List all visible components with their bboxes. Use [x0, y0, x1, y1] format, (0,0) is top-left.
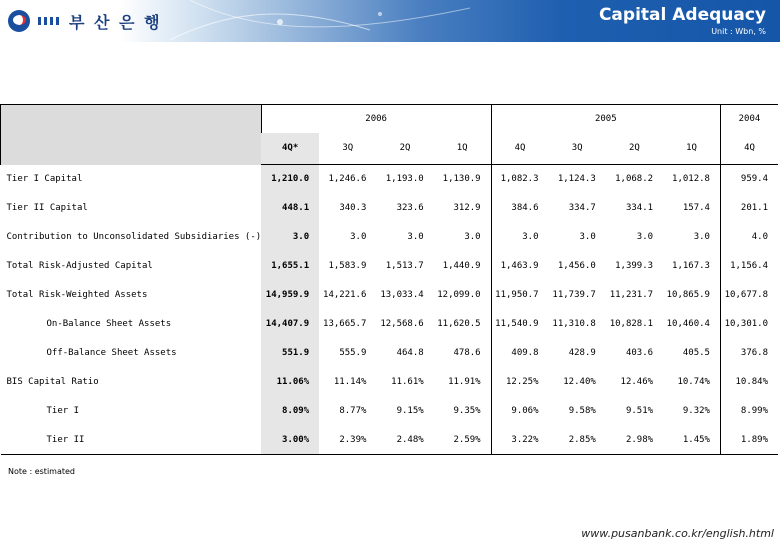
unit-label: Unit : Wbn, %: [711, 27, 766, 36]
row-label: Total Risk-Adjusted Capital: [6, 261, 153, 271]
quarter-header: 1Q: [663, 133, 720, 165]
footer-url: www.pusanbank.co.kr/english.html: [581, 527, 774, 540]
value-cell: 11.14%: [333, 377, 367, 387]
value-cell: 10.84%: [720, 368, 778, 397]
value-cell: 312.9: [453, 203, 481, 213]
header-blank-cell: [1, 105, 262, 165]
value-cell: 340.3: [339, 203, 367, 213]
value-cell: 3.0: [464, 232, 481, 242]
value-cell: 10,460.4: [666, 319, 710, 329]
value-cell: 8.09%: [261, 397, 319, 426]
value-cell: 14,959.9: [261, 281, 319, 310]
value-cell: 2.85%: [549, 426, 606, 455]
value-cell: 11,540.9: [491, 310, 548, 339]
value-cell: 11,231.7: [609, 290, 654, 300]
row-label: Tier II: [1, 426, 262, 455]
value-cell: 3.0: [407, 232, 424, 242]
value-cell: 13,033.4: [380, 290, 424, 300]
value-cell: 3.0: [261, 223, 319, 252]
value-cell: 334.1: [625, 203, 654, 213]
table-row: [1, 397, 779, 426]
value-cell: 12,568.6: [380, 319, 424, 329]
value-cell: 405.5: [682, 348, 710, 358]
value-cell: 12,099.0: [437, 290, 481, 300]
value-cell: 3.0: [491, 223, 548, 252]
value-cell: 1,440.9: [442, 261, 481, 271]
value-cell: 334.7: [568, 203, 596, 213]
value-cell: 3.00%: [261, 426, 319, 455]
row-label: Total Risk-Weighted Assets: [6, 290, 148, 300]
value-cell: 10.74%: [677, 377, 710, 387]
value-cell: 1,068.2: [615, 174, 654, 185]
value-cell: 959.4: [720, 165, 778, 194]
value-cell: 1.45%: [663, 426, 720, 455]
value-cell: 1,124.3: [557, 174, 596, 185]
table-row: [1, 194, 779, 223]
value-cell: 3.0: [350, 232, 367, 242]
value-cell: 323.6: [396, 203, 424, 213]
value-cell: 9.15%: [396, 406, 424, 416]
value-cell: 9.58%: [568, 406, 596, 416]
bank-logo: [8, 9, 162, 33]
row-label: Contribution to Unconsolidated Subsidiaries (-): [6, 232, 262, 242]
row-label: Tier II Capital: [6, 203, 88, 213]
page-title: Capital Adequacy: [598, 5, 766, 25]
value-cell: 12.40%: [563, 377, 596, 387]
year-header-row: [1, 105, 779, 133]
value-cell: 11,739.7: [552, 290, 596, 300]
value-cell: 1,583.9: [328, 261, 367, 271]
quarter-header: 2Q: [376, 133, 433, 165]
capital-adequacy-table: [0, 104, 778, 455]
table-row: [1, 281, 779, 310]
value-cell: 10,828.1: [609, 319, 654, 329]
value-cell: 3.22%: [491, 426, 548, 455]
value-cell: 12.46%: [620, 377, 654, 387]
table-row: [1, 223, 779, 252]
value-cell: 1,210.0: [261, 165, 319, 194]
table-row: [1, 252, 779, 281]
quarter-header: 4Q: [491, 133, 548, 165]
value-cell: 478.6: [453, 348, 481, 358]
table-row: [1, 310, 779, 339]
row-label: Tier I Capital: [6, 174, 83, 184]
value-cell: 12.25%: [491, 368, 548, 397]
quarter-header: 3Q: [549, 133, 606, 165]
bank-name: 부 산 은 행: [69, 12, 162, 32]
value-cell: 11,620.5: [437, 319, 481, 329]
value-cell: 11.91%: [448, 377, 481, 387]
value-cell: 428.9: [568, 348, 596, 358]
value-cell: 11.61%: [391, 377, 424, 387]
value-cell: 3.0: [693, 232, 710, 242]
value-cell: 555.9: [339, 348, 367, 358]
value-cell: 10,301.0: [720, 310, 778, 339]
value-cell: 11,950.7: [491, 281, 548, 310]
value-cell: 14,407.9: [261, 310, 319, 339]
row-label: Tier I: [46, 406, 80, 416]
value-cell: 1,082.3: [491, 165, 548, 194]
value-cell: 4.0: [720, 223, 778, 252]
quarter-header: 3Q: [319, 133, 376, 165]
value-cell: 157.4: [682, 203, 710, 213]
table-row: [1, 165, 779, 194]
quarter-header: 4Q*: [261, 133, 319, 165]
quarter-header: 4Q: [720, 133, 778, 165]
bank-emblem-icon: [8, 10, 30, 32]
year-header: 2006: [261, 105, 491, 133]
value-cell: 376.8: [720, 339, 778, 368]
value-cell: 2.48%: [376, 426, 433, 455]
table-row: [1, 339, 779, 368]
value-cell: 3.0: [579, 232, 596, 242]
value-cell: 10,865.9: [666, 290, 710, 300]
value-cell: 1,130.9: [442, 174, 481, 185]
table-row: [1, 368, 779, 397]
value-cell: 13,665.7: [323, 319, 367, 329]
year-header: 2005: [491, 105, 720, 133]
value-cell: 9.35%: [453, 406, 481, 416]
value-cell: 1,167.3: [672, 261, 710, 271]
value-cell: 1,655.1: [261, 252, 319, 281]
value-cell: 8.99%: [720, 397, 778, 426]
year-header: 2004: [720, 105, 778, 133]
quarter-header: 1Q: [434, 133, 491, 165]
value-cell: 201.1: [720, 194, 778, 223]
row-label: Off-Balance Sheet Assets: [46, 348, 177, 358]
value-cell: 11,310.8: [552, 319, 596, 329]
value-cell: 2.39%: [319, 426, 376, 455]
value-cell: 403.6: [625, 348, 654, 358]
value-cell: 2.98%: [606, 426, 663, 455]
value-cell: 1,456.0: [557, 261, 596, 271]
value-cell: 1.89%: [720, 426, 778, 455]
header-banner: [0, 0, 780, 42]
quarter-header: 2Q: [606, 133, 663, 165]
value-cell: 10,677.8: [720, 281, 778, 310]
value-cell: 1,246.6: [328, 174, 367, 185]
value-cell: 14,221.6: [323, 290, 367, 300]
value-cell: 448.1: [261, 194, 319, 223]
value-cell: 551.9: [261, 339, 319, 368]
value-cell: 1,012.8: [672, 174, 710, 185]
value-cell: 8.77%: [339, 406, 367, 416]
table-row: [1, 426, 779, 455]
value-cell: 1,399.3: [615, 261, 654, 271]
decorative-lines: [170, 0, 470, 42]
value-cell: 2.59%: [434, 426, 491, 455]
row-label: BIS Capital Ratio: [6, 377, 99, 387]
value-cell: 409.8: [491, 339, 548, 368]
footnote: Note : estimated: [8, 467, 75, 476]
value-cell: 464.8: [396, 348, 424, 358]
value-cell: 9.51%: [625, 406, 654, 416]
value-cell: 384.6: [491, 194, 548, 223]
value-cell: 3.0: [636, 232, 654, 242]
value-cell: 1,463.9: [491, 252, 548, 281]
logo-dots-icon: [38, 17, 59, 25]
value-cell: 9.32%: [682, 406, 710, 416]
value-cell: 11.06%: [261, 368, 319, 397]
value-cell: 1,156.4: [720, 252, 778, 281]
value-cell: 9.06%: [491, 397, 548, 426]
value-cell: 1,513.7: [385, 261, 424, 271]
value-cell: 1,193.0: [385, 174, 424, 185]
row-label: On-Balance Sheet Assets: [46, 319, 172, 329]
